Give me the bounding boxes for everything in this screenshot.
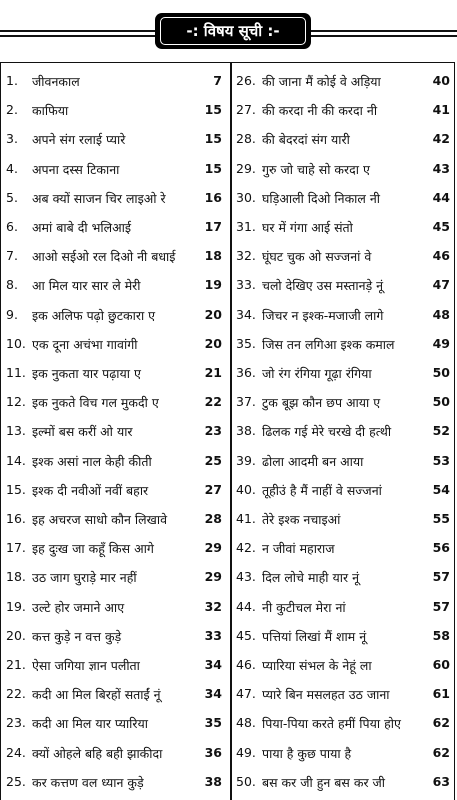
- entry-title: जीवनकाल: [32, 74, 80, 89]
- entry-page: 25: [204, 452, 222, 468]
- entry-page: 36: [204, 744, 222, 760]
- toc-entry: [1, 242, 230, 272]
- entry-title: ढोला आदमी बन आया: [262, 453, 364, 469]
- toc-entry: [232, 330, 456, 360]
- toc-entry: [1, 184, 230, 214]
- toc-entry: [1, 417, 230, 447]
- entry-title: पत्तियां लिखां मैं शाम नूं: [262, 628, 367, 644]
- entry-page: 62: [432, 715, 450, 731]
- entry-page: 34: [204, 686, 222, 702]
- entry-number: 39.: [236, 452, 256, 468]
- toc-entry: [1, 155, 230, 185]
- contents-table: [0, 62, 455, 800]
- toc-entry: [1, 359, 230, 389]
- entry-title: की जाना मैं कोई वे अड़िया: [262, 74, 381, 89]
- toc-entry: [232, 388, 456, 418]
- entry-title: ऐसा जगिया ज्ञान पलीता: [32, 658, 140, 673]
- entry-page: 45: [432, 219, 450, 234]
- entry-number: 21.: [6, 657, 26, 672]
- entry-page: 18: [204, 248, 222, 264]
- entry-page: 54: [432, 481, 450, 497]
- entry-title: उल्टे होर जमाने आए: [32, 599, 125, 615]
- entry-page: 44: [432, 189, 450, 205]
- entry-number: 48.: [236, 715, 256, 731]
- entry-number: 47.: [236, 686, 256, 702]
- entry-page: 34: [204, 657, 222, 672]
- entry-page: 46: [432, 248, 450, 264]
- entry-title: प्यारिया संभल के नेहूं ला: [262, 658, 372, 673]
- entry-title: अपना दस्स टिकाना: [32, 161, 120, 177]
- entry-number: 5.: [6, 189, 18, 205]
- entry-title: की करदा नी की करदा नी: [262, 103, 378, 119]
- entry-page: 60: [432, 657, 450, 672]
- entry-number: 50.: [236, 773, 256, 789]
- toc-entry: [1, 505, 230, 535]
- entry-page: 20: [204, 335, 222, 351]
- entry-number: 28.: [236, 131, 256, 147]
- toc-entry: [232, 155, 456, 185]
- page-title: -: विषय सूची :-: [160, 17, 306, 45]
- entry-page: 19: [204, 277, 222, 293]
- entry-page: 52: [432, 423, 450, 439]
- entry-title: अब क्यों साजन चिर लाइओ रे: [32, 190, 166, 206]
- toc-entry: [232, 301, 456, 331]
- entry-page: 22: [204, 394, 222, 410]
- toc-entry: [1, 271, 230, 301]
- entry-page: 50: [432, 365, 450, 380]
- entry-title: अपने संग रलाई प्यारे: [32, 132, 126, 148]
- entry-page: 20: [204, 306, 222, 322]
- entry-number: 1.: [6, 73, 18, 88]
- entry-page: 49: [432, 335, 450, 351]
- toc-entry: [232, 622, 456, 652]
- toc-entry: [232, 447, 456, 477]
- entry-page: 16: [204, 189, 222, 205]
- toc-entry: [232, 709, 456, 739]
- toc-entry: [232, 534, 456, 564]
- toc-entry: [232, 271, 456, 301]
- entry-number: 24.: [6, 744, 26, 760]
- entry-title: उठ जाग घुराड़े मार नहीं: [32, 570, 137, 586]
- entry-page: 33: [204, 627, 222, 643]
- entry-number: 3.: [6, 131, 18, 147]
- entry-title: चलो देखिए उस मस्तानड़े नूं: [262, 278, 384, 294]
- toc-entry: [1, 739, 230, 769]
- toc-entry: [1, 447, 230, 477]
- entry-title: इश्क असां नाल केही कीती: [32, 453, 152, 469]
- entry-number: 49.: [236, 744, 256, 760]
- entry-number: 17.: [6, 540, 26, 556]
- entry-page: 43: [432, 160, 450, 176]
- entry-number: 36.: [236, 365, 256, 380]
- entry-title: नी कुटीचल मेरा नां: [262, 599, 346, 615]
- entry-number: 27.: [236, 102, 256, 118]
- entry-page: 56: [432, 540, 450, 556]
- entry-title: जो रंग रंगिया गूढ़ा रंगिया: [262, 366, 372, 381]
- entry-number: 40.: [236, 481, 256, 497]
- entry-page: 23: [204, 423, 222, 439]
- entry-page: 38: [204, 773, 222, 789]
- entry-number: 38.: [236, 423, 256, 439]
- entry-page: 48: [432, 306, 450, 322]
- entry-page: 15: [204, 160, 222, 176]
- entry-number: 43.: [236, 569, 256, 585]
- entry-number: 20.: [6, 627, 26, 643]
- entry-number: 31.: [236, 219, 256, 234]
- entry-title: न जीवां महाराज: [262, 541, 335, 557]
- entry-title: घड़िआली दिओ निकाल नी: [262, 190, 381, 206]
- toc-entry: [1, 593, 230, 623]
- entry-title: क्यों ओहले बहि बही झाकीदा: [32, 745, 163, 761]
- entry-number: 45.: [236, 627, 256, 643]
- toc-entry: [232, 563, 456, 593]
- toc-entry: [232, 768, 456, 798]
- toc-entry: [232, 680, 456, 710]
- entry-page: 57: [432, 569, 450, 585]
- entry-title: आ मिल यार सार ले मेरी: [32, 278, 141, 294]
- entry-page: 29: [204, 569, 222, 585]
- toc-entry: [1, 709, 230, 739]
- entry-title: घूंघट चुक ओ सज्जनां वे: [262, 249, 372, 265]
- entry-number: 9.: [6, 306, 18, 322]
- entry-number: 10.: [6, 335, 26, 351]
- title-banner: [0, 0, 457, 64]
- entry-page: 41: [432, 102, 450, 118]
- entry-number: 42.: [236, 540, 256, 556]
- entry-number: 26.: [236, 73, 256, 88]
- entry-title: तूहीउं है मैं नाहीं वे सज्जनां: [262, 482, 382, 498]
- toc-entry: [1, 651, 230, 681]
- entry-title: जिचर न इश्क-मजाजी लागे: [262, 307, 384, 323]
- entry-number: 44.: [236, 598, 256, 614]
- entry-page: 61: [432, 686, 450, 702]
- toc-entry: [1, 125, 230, 155]
- entry-number: 23.: [6, 715, 26, 731]
- entry-page: 29: [204, 540, 222, 556]
- entry-number: 29.: [236, 160, 256, 176]
- toc-entry: [232, 242, 456, 272]
- entry-page: 42: [432, 131, 450, 147]
- entry-page: 28: [204, 511, 222, 526]
- entry-page: 55: [432, 511, 450, 526]
- entry-title: अमां बाबे दी भलिआई: [32, 220, 131, 235]
- entry-number: 13.: [6, 423, 26, 439]
- toc-entry: [1, 563, 230, 593]
- toc-entry: [232, 67, 456, 97]
- entry-title: कत्त कुड़े न वत्त कुड़े: [32, 628, 122, 644]
- toc-entry: [232, 593, 456, 623]
- entry-number: 2.: [6, 102, 18, 118]
- entry-page: 15: [204, 131, 222, 147]
- entry-title: बस कर जी हुन बस कर जी: [262, 774, 386, 790]
- entry-page: 15: [204, 102, 222, 118]
- toc-entry: [1, 213, 230, 243]
- entry-page: 21: [204, 365, 222, 380]
- entry-page: 57: [432, 598, 450, 614]
- toc-entry: [232, 359, 456, 389]
- entry-title: कर कत्तण वल ध्यान कुड़े: [32, 774, 144, 790]
- entry-number: 30.: [236, 189, 256, 205]
- toc-entry: [1, 534, 230, 564]
- toc-entry: [232, 184, 456, 214]
- toc-entry: [1, 768, 230, 798]
- entry-title: पाया है कुछ पाया है: [262, 745, 352, 761]
- entry-title: इक नुकता यार पढ़ाया ए: [32, 366, 141, 381]
- entry-title: इक नुकते विच गल मुकदी ए: [32, 395, 159, 411]
- toc-entry: [232, 476, 456, 506]
- toc-entry: [232, 417, 456, 447]
- entry-page: 62: [432, 744, 450, 760]
- entry-title: गुरु जो चाहे सो करदा ए: [262, 161, 370, 177]
- entry-title: काफिया: [32, 103, 69, 119]
- toc-entry: [232, 651, 456, 681]
- toc-entry: [1, 622, 230, 652]
- entry-page: 32: [204, 598, 222, 614]
- entry-title: ढिलक गई मेरे चरखे दी हत्थी: [262, 424, 392, 440]
- toc-entry: [1, 476, 230, 506]
- entry-number: 41.: [236, 511, 256, 526]
- entry-page: 58: [432, 627, 450, 643]
- entry-number: 19.: [6, 598, 26, 614]
- entry-page: 63: [432, 773, 450, 789]
- entry-number: 12.: [6, 394, 26, 410]
- entry-title: कदी आ मिल यार प्यारिया: [32, 716, 149, 732]
- entry-number: 35.: [236, 335, 256, 351]
- entry-title: दिल लोचे माही यार नूं: [262, 570, 360, 586]
- entry-title: पिया-पिया करते हमीं पिया होए: [262, 716, 401, 732]
- entry-number: 11.: [6, 365, 26, 380]
- entry-number: 46.: [236, 657, 256, 672]
- entry-number: 15.: [6, 481, 26, 497]
- entry-title: इह अचरज साधो कौन लिखावे: [32, 512, 168, 527]
- entry-number: 34.: [236, 306, 256, 322]
- entry-page: 27: [204, 481, 222, 497]
- entry-page: 17: [204, 219, 222, 234]
- toc-entry: [232, 213, 456, 243]
- entry-number: 4.: [6, 160, 18, 176]
- entry-title: इक अलिफ पढ़ो छुटकारा ए: [32, 307, 156, 323]
- entry-number: 8.: [6, 277, 18, 293]
- entry-title: टुक बूझ कौन छप आया ए: [262, 395, 381, 411]
- entry-title: घर में गंगा आई संतो: [262, 220, 353, 235]
- entry-number: 16.: [6, 511, 26, 526]
- entry-title: इल्मों बस करीं ओ यार: [32, 424, 133, 440]
- entry-title: की बेदरदां संग यारी: [262, 132, 350, 148]
- toc-entry: [232, 739, 456, 769]
- toc-entry: [1, 301, 230, 331]
- entry-title: इह दुःख जा कहूँ किस आगे: [32, 541, 154, 557]
- entry-number: 6.: [6, 219, 18, 234]
- entry-title: प्यारे बिन मसलहत उठ जाना: [262, 687, 390, 703]
- entry-title: आओ सईओ रल दिओ नी बधाई: [32, 249, 176, 265]
- entry-number: 7.: [6, 248, 18, 264]
- toc-entry: [232, 125, 456, 155]
- toc-entry: [1, 330, 230, 360]
- entry-page: 50: [432, 394, 450, 410]
- entry-title: तेरे इश्क नचाइआं: [262, 512, 341, 527]
- toc-entry: [232, 505, 456, 535]
- entry-number: 33.: [236, 277, 256, 293]
- entry-page: 7: [213, 73, 222, 88]
- entry-page: 35: [204, 715, 222, 731]
- entry-title: इश्क दी नवीओं नवीं बहार: [32, 482, 149, 498]
- toc-entry: [1, 67, 230, 97]
- entry-number: 14.: [6, 452, 26, 468]
- entry-page: 40: [432, 73, 450, 88]
- toc-entry: [1, 388, 230, 418]
- entry-page: 47: [432, 277, 450, 293]
- entry-number: 22.: [6, 686, 26, 702]
- entry-title: कदी आ मिल बिरहों सताईं नूं: [32, 687, 161, 703]
- entry-number: 32.: [236, 248, 256, 264]
- entry-number: 37.: [236, 394, 256, 410]
- toc-entry: [1, 680, 230, 710]
- entry-page: 53: [432, 452, 450, 468]
- entry-number: 25.: [6, 773, 26, 789]
- toc-entry: [232, 96, 456, 126]
- entry-title: एक दूना अचंभा गावांगी: [32, 336, 138, 352]
- entry-title: जिस तन लगिआ इश्क कमाल: [262, 336, 395, 352]
- toc-entry: [1, 96, 230, 126]
- title-box: [155, 13, 311, 49]
- entry-number: 18.: [6, 569, 26, 585]
